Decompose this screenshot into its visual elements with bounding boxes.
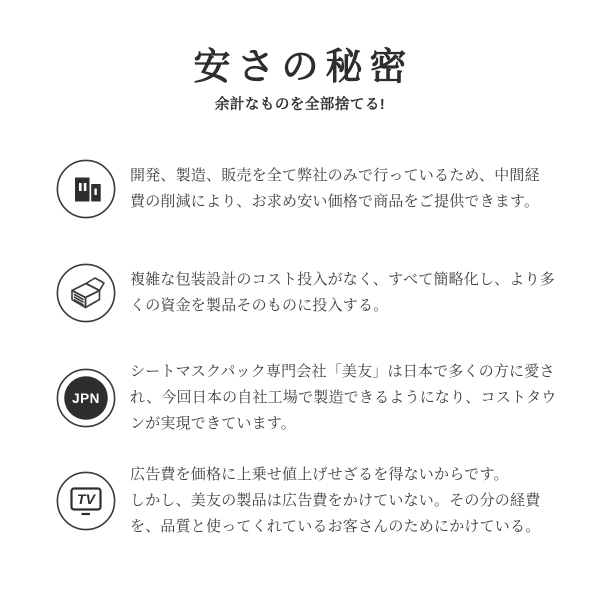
text-line: 開発、製造、販売を全て弊社のみで行っているため、中間経 [130,167,540,184]
feature-row-no-ads [56,462,548,540]
text-line: しかし、美友の製品は広告費をかけていない。その分の経費 [130,492,541,509]
feature-row-inhouse [56,159,548,219]
feature-text-inhouse [130,163,548,215]
text-line: シートマスクパック専門会社「美友」は日本で多くの方に愛さ [130,363,555,380]
text-line: くの資金を製品そのものに投入する。 [130,297,389,314]
package-box-icon [56,263,116,323]
jpn-badge-icon [56,368,116,428]
text-line: を、品質と使ってくれているお客さんのためにかけている。 [130,518,541,535]
feature-text-packaging [130,267,555,319]
feature-row-japan [56,359,557,437]
text-line: 複雑な包装設計のコスト投入がなく、すべて簡略化し、より多 [130,271,556,288]
feature-text-no-ads [130,462,548,540]
page-title: 安さの秘密 [193,46,414,87]
page-subtitle: 余計なものを全部捨てる! [214,97,386,113]
tv-icon [56,471,116,531]
buildings-icon [56,159,116,219]
text-line: 費の削減により、お求め安い価格で商品をご提供できます。 [130,193,540,210]
text-line: 広告費を価格に上乗せ値上げせざるを得ないからです。 [130,466,509,483]
text-line: れ、今回日本の自社工場で製造できるようになり、コストタウ [130,389,557,406]
feature-text-japan [130,359,557,437]
jpn-badge-label: JPN [72,391,100,406]
text-line: ンが実現できています。 [130,415,297,432]
feature-row-packaging [56,263,556,323]
tv-icon-label: TV [77,491,95,507]
